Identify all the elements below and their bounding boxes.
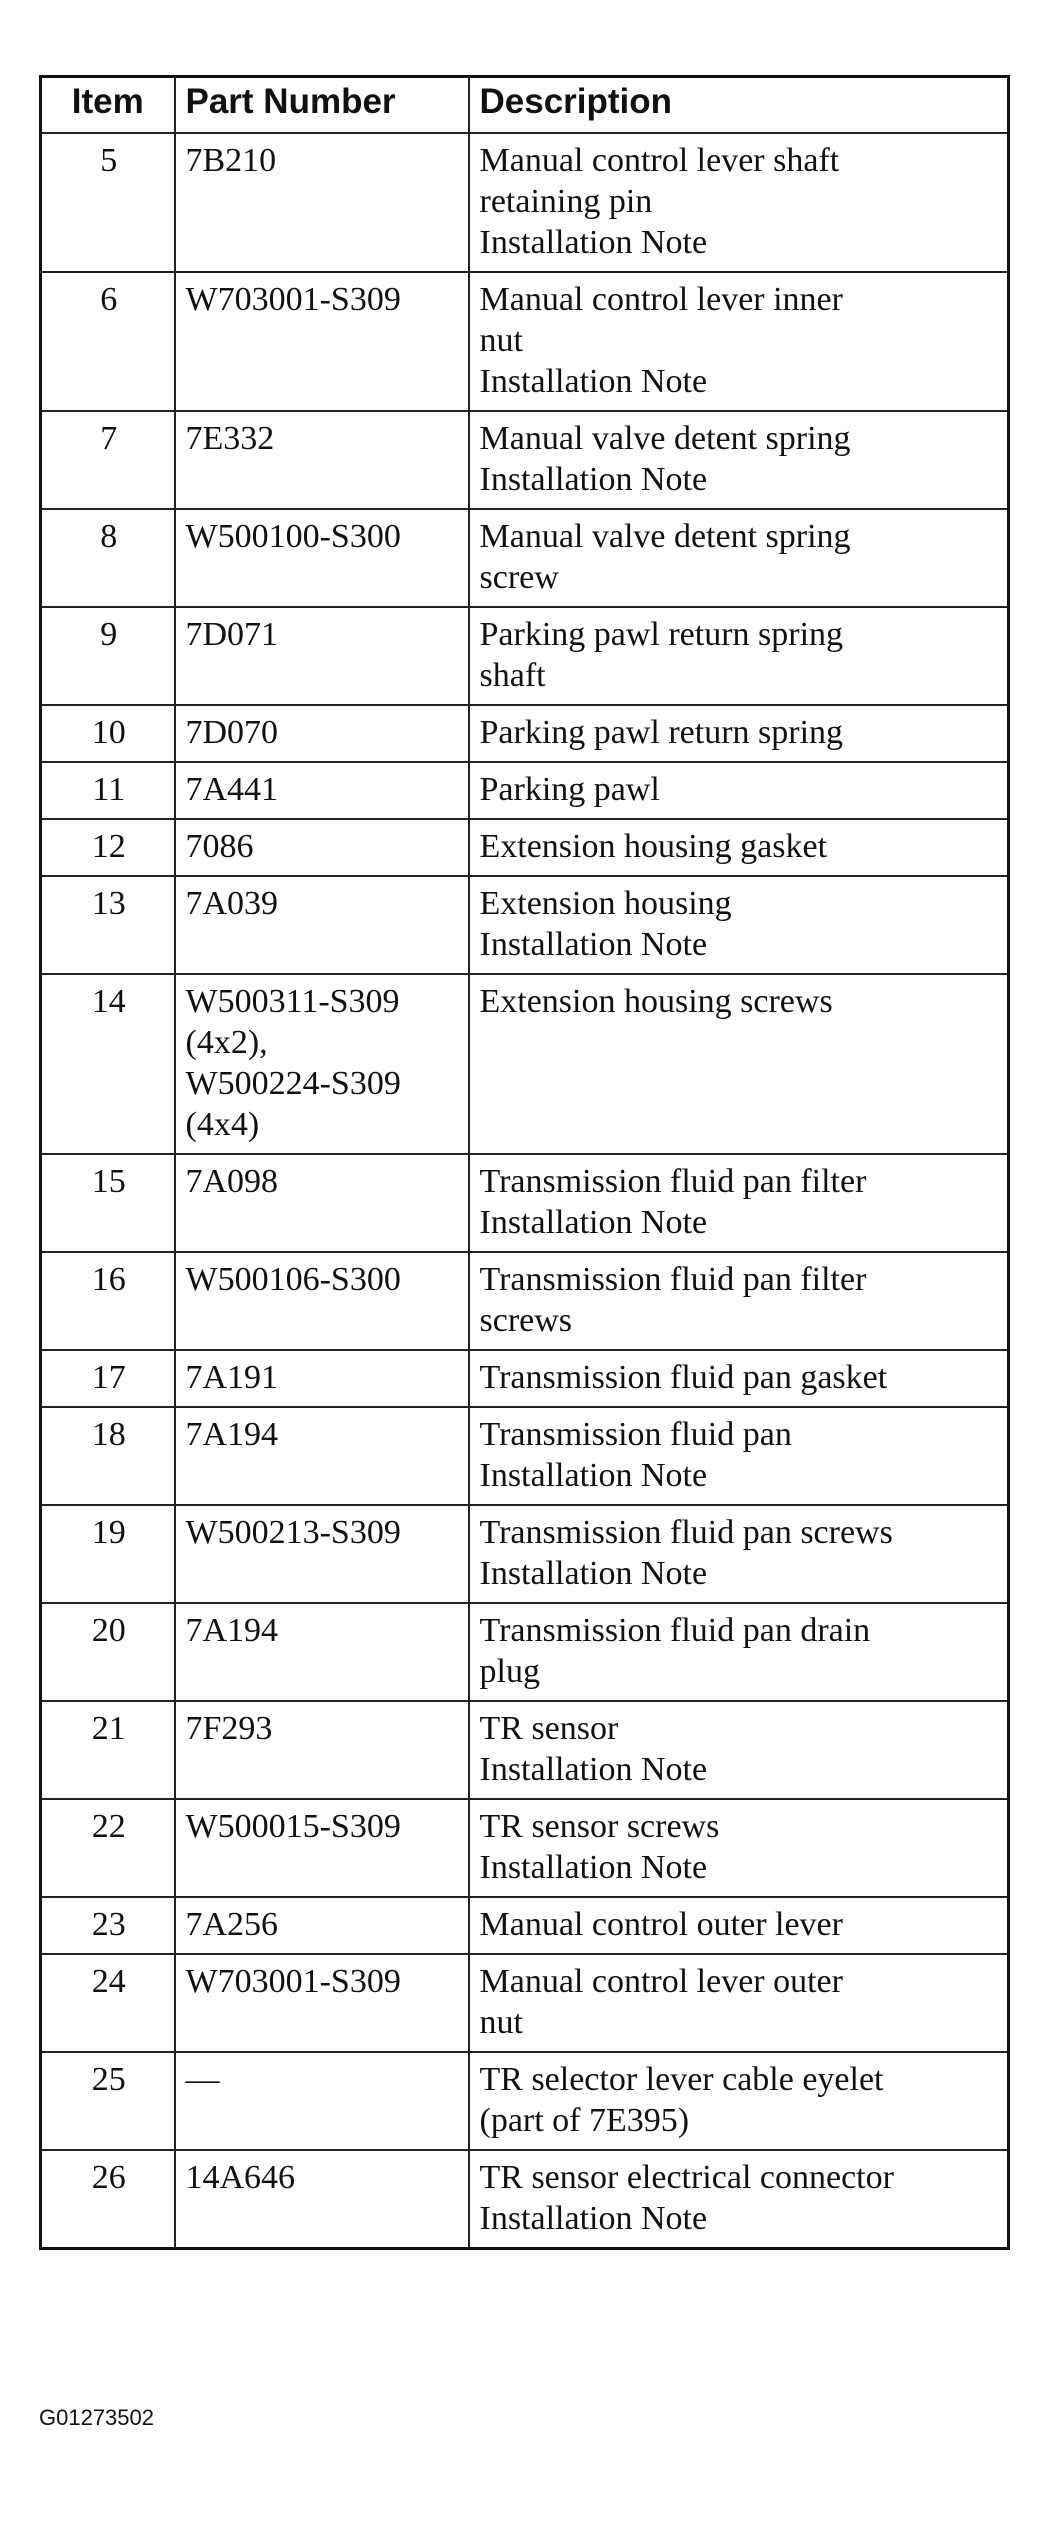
part-number-cell (175, 974, 469, 1154)
item-number-cell: 26 (41, 2150, 175, 2249)
part-number-cell (175, 1252, 469, 1350)
description-line: Manual control lever shaft (479, 142, 840, 179)
part-number-cell (175, 1897, 469, 1954)
part-number-line: W500311-S309 (185, 983, 400, 1020)
table-row (41, 2150, 1009, 2249)
description-line: nut (479, 322, 523, 359)
description-cell (469, 1897, 1009, 1954)
item-number-cell: 5 (41, 133, 175, 272)
description-cell (469, 705, 1009, 762)
description-line: Transmission fluid pan filter (479, 1261, 867, 1298)
table-row (41, 974, 1009, 1154)
description-line: TR selector lever cable eyelet (479, 2061, 884, 2098)
description-line: Installation Note (479, 461, 708, 498)
item-number-cell: 18 (41, 1407, 175, 1505)
description-cell (469, 133, 1009, 272)
description-line: nut (479, 2004, 523, 2041)
part-number-cell (175, 1701, 469, 1799)
part-number-line: (4x4) (185, 1106, 260, 1143)
description-line: Installation Note (479, 1204, 708, 1241)
item-number-cell: 16 (41, 1252, 175, 1350)
part-number-line: W500106-S300 (185, 1261, 401, 1298)
item-number-cell: 22 (41, 1799, 175, 1897)
item-number-cell: 13 (41, 876, 175, 974)
description-line: Parking pawl return spring (479, 714, 844, 751)
description-cell (469, 1954, 1009, 2052)
description-line: TR sensor screws (479, 1808, 720, 1845)
part-number-cell (175, 2052, 469, 2150)
table-row (41, 509, 1009, 607)
header-description: Description (469, 77, 1009, 134)
description-cell (469, 2150, 1009, 2249)
table-row (41, 411, 1009, 509)
table-row (41, 1603, 1009, 1701)
part-number-line: 7A256 (185, 1906, 279, 1943)
part-number-line: W500015-S309 (185, 1808, 401, 1845)
item-number-cell: 8 (41, 509, 175, 607)
item-number-cell: 17 (41, 1350, 175, 1407)
description-line: Manual control outer lever (479, 1906, 843, 1943)
description-cell (469, 509, 1009, 607)
item-number-cell: 6 (41, 272, 175, 411)
table-row (41, 607, 1009, 705)
part-number-cell (175, 1407, 469, 1505)
part-number-line: 7D070 (185, 714, 279, 751)
description-cell (469, 1505, 1009, 1603)
table-row (41, 1252, 1009, 1350)
table-row (41, 1350, 1009, 1407)
description-cell (469, 411, 1009, 509)
header-part-number: Part Number (175, 77, 469, 134)
part-number-cell (175, 705, 469, 762)
description-line: TR sensor (479, 1710, 619, 1747)
description-line: Extension housing (479, 885, 732, 922)
item-number-cell: 10 (41, 705, 175, 762)
description-line: Extension housing gasket (479, 828, 828, 865)
table-row (41, 1954, 1009, 2052)
description-line: Transmission fluid pan screws (479, 1514, 893, 1551)
description-cell (469, 876, 1009, 974)
table-row (41, 819, 1009, 876)
part-number-cell (175, 607, 469, 705)
description-line: Transmission fluid pan filter (479, 1163, 867, 1200)
item-number-cell: 14 (41, 974, 175, 1154)
table-row (41, 1701, 1009, 1799)
part-number-line: 7A098 (185, 1163, 279, 1200)
part-number-line: (4x2), (185, 1024, 268, 1061)
table-row (41, 705, 1009, 762)
description-line: shaft (479, 657, 546, 694)
description-line: Transmission fluid pan drain (479, 1612, 871, 1649)
description-line: screw (479, 559, 559, 596)
description-line: Extension housing screws (479, 983, 833, 1020)
description-cell (469, 1701, 1009, 1799)
part-number-cell (175, 1954, 469, 2052)
description-cell (469, 1603, 1009, 1701)
description-cell (469, 1350, 1009, 1407)
part-number-line: 7086 (185, 828, 254, 865)
item-number-cell: 25 (41, 2052, 175, 2150)
description-line: Installation Note (479, 926, 708, 963)
description-line: Parking pawl return spring (479, 616, 844, 653)
part-number-line: W500224-S309 (185, 1065, 401, 1102)
part-number-line: W500213-S309 (185, 1514, 401, 1551)
description-line: Manual control lever outer (479, 1963, 843, 2000)
description-cell (469, 272, 1009, 411)
table-row (41, 1505, 1009, 1603)
description-cell (469, 1799, 1009, 1897)
item-number-cell: 9 (41, 607, 175, 705)
parts-table-container (39, 75, 1007, 2250)
part-number-line: W703001-S309 (185, 1963, 401, 2000)
description-cell (469, 974, 1009, 1154)
table-row (41, 762, 1009, 819)
part-number-cell (175, 272, 469, 411)
table-body (41, 133, 1009, 2249)
description-line: Installation Note (479, 1555, 708, 1592)
part-number-line: 7D071 (185, 616, 279, 653)
description-cell (469, 1154, 1009, 1252)
part-number-cell (175, 411, 469, 509)
table-row (41, 2052, 1009, 2150)
item-number-cell: 11 (41, 762, 175, 819)
description-line: Manual control lever inner (479, 281, 843, 318)
description-line: Parking pawl (479, 771, 660, 808)
part-number-line: 7A039 (185, 885, 279, 922)
description-line: Transmission fluid pan (479, 1416, 792, 1453)
item-number-cell: 7 (41, 411, 175, 509)
item-number-cell: 24 (41, 1954, 175, 2052)
item-number-cell: 21 (41, 1701, 175, 1799)
table-row (41, 1407, 1009, 1505)
item-number-cell: 15 (41, 1154, 175, 1252)
part-number-cell (175, 762, 469, 819)
part-number-line: 7A441 (185, 771, 279, 808)
part-number-line: 7E332 (185, 420, 275, 457)
part-number-cell (175, 1154, 469, 1252)
part-number-cell (175, 2150, 469, 2249)
part-number-line: 14A646 (185, 2159, 296, 2196)
description-line: Installation Note (479, 363, 708, 400)
header-item: Item (41, 77, 175, 134)
description-line: (part of 7E395) (479, 2102, 690, 2139)
part-number-cell (175, 133, 469, 272)
description-line: Installation Note (479, 1849, 708, 1886)
table-row (41, 133, 1009, 272)
part-number-cell (175, 876, 469, 974)
description-cell (469, 762, 1009, 819)
description-line: Manual valve detent spring (479, 518, 851, 555)
description-line: Transmission fluid pan gasket (479, 1359, 888, 1396)
parts-table (39, 75, 1010, 2250)
description-line: Installation Note (479, 224, 708, 261)
part-number-line: 7A194 (185, 1612, 279, 1649)
part-number-line: 7B210 (185, 142, 277, 179)
part-number-line: — (185, 2061, 220, 2098)
description-line: Installation Note (479, 2200, 708, 2237)
description-line: retaining pin (479, 183, 653, 220)
description-cell (469, 1407, 1009, 1505)
item-number-cell: 23 (41, 1897, 175, 1954)
table-row (41, 1897, 1009, 1954)
part-number-line: W500100-S300 (185, 518, 401, 555)
table-header-row (41, 77, 1009, 134)
item-number-cell: 19 (41, 1505, 175, 1603)
description-line: Manual valve detent spring (479, 420, 851, 457)
description-cell (469, 819, 1009, 876)
description-cell (469, 607, 1009, 705)
table-row (41, 876, 1009, 974)
item-number-cell: 12 (41, 819, 175, 876)
part-number-cell (175, 1603, 469, 1701)
description-line: screws (479, 1302, 573, 1339)
part-number-cell (175, 1350, 469, 1407)
part-number-line: 7A194 (185, 1416, 279, 1453)
part-number-cell (175, 1505, 469, 1603)
description-cell (469, 1252, 1009, 1350)
item-number-cell: 20 (41, 1603, 175, 1701)
figure-id: G01273502 (39, 2405, 154, 2430)
part-number-line: 7F293 (185, 1710, 273, 1747)
table-row (41, 1799, 1009, 1897)
part-number-cell (175, 1799, 469, 1897)
description-line: Installation Note (479, 1457, 708, 1494)
table-row (41, 272, 1009, 411)
description-cell (469, 2052, 1009, 2150)
description-line: plug (479, 1653, 540, 1690)
part-number-cell (175, 509, 469, 607)
part-number-line: 7A191 (185, 1359, 279, 1396)
description-line: Installation Note (479, 1751, 708, 1788)
description-line: TR sensor electrical connector (479, 2159, 894, 2196)
part-number-cell (175, 819, 469, 876)
part-number-line: W703001-S309 (185, 281, 401, 318)
table-row (41, 1154, 1009, 1252)
